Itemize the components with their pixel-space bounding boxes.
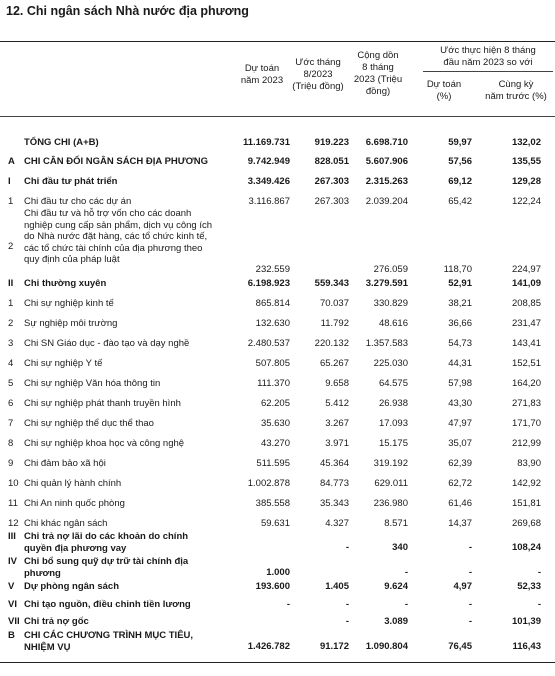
row-value: - [345,542,349,553]
row-label [24,616,230,628]
row-value: 5.607.906 [365,156,408,167]
row-value: 118,70 [443,264,472,275]
row-label-line: Chi đầu tư và hỗ trợ vốn cho các doanh [24,208,192,219]
row-label-line: Chi khác ngân sách [24,518,108,529]
row-label-line: phương [24,567,61,579]
row-label-line: NHIỆM VỤ [24,641,71,653]
header-est-month [288,57,348,93]
row-value: 69,12 [448,176,472,187]
row-value: 385.558 [255,498,290,509]
row-value: 3.349.426 [247,176,290,187]
row-value: 865.814 [255,298,290,309]
row-value: 151,81 [511,498,541,509]
row-value: 330.829 [373,298,408,309]
row-label-line: Chi trả nợ gốc [24,616,89,627]
row-value: 54,73 [448,338,472,349]
row-value: 62,72 [448,478,472,489]
row-value: 142,92 [511,478,541,489]
row-code: 4 [8,358,14,369]
row-label [24,378,230,390]
row-value: - [345,616,349,627]
row-value: 319.192 [373,458,408,469]
header-line: 8/2023 [303,69,333,80]
row-value: - [404,599,408,610]
row-value: 559.343 [314,278,349,289]
row-value: 3.116.867 [248,196,290,207]
row-value: 2.039.204 [365,196,408,207]
row-value: 629.011 [374,478,408,489]
header-line: (%) [436,91,452,102]
header-line: Ước tháng [295,57,341,68]
row-value: 267.303 [314,176,349,187]
row-label [24,599,230,611]
row-label [24,196,230,208]
row-code: VI [8,599,17,610]
row-value: 61,46 [448,498,472,509]
header-estimate [232,63,292,87]
row-value: 212,99 [511,438,541,449]
header-line: Ước thực hiện 8 tháng [440,45,536,56]
row-value: 83,90 [517,458,541,469]
row-value: 193.600 [255,581,290,592]
row-label-line: Dự phòng ngân sách [24,581,120,592]
row-value: 84.773 [319,478,349,489]
row-value: 62,39 [448,458,472,469]
row-value: - [468,542,472,553]
header-line: Dự toán [426,79,462,90]
header-line: 2023 (Triệu [353,74,403,85]
row-label-line: nghiệp cung cấp sản phẩm, dịch vụ công ích [24,219,213,231]
row-value: 64.575 [378,378,408,389]
row-code: I [8,176,11,187]
row-value: - [468,616,472,627]
row-label [24,156,230,168]
row-label [24,208,230,266]
row-value: 111.370 [257,378,290,389]
row-value: 276.059 [373,264,408,275]
row-value: 340 [392,542,408,553]
row-label [24,278,230,290]
row-label-line: Chi trả nợ lãi do các khoản do chính [24,531,189,542]
header-bottom-border [0,116,555,117]
row-value: 17.093 [378,418,408,429]
row-value: 43,30 [448,398,472,409]
row-value: 132,02 [511,137,541,148]
row-value: - [468,567,472,578]
row-label-line: do Nhà nước đặt hàng, các tổ chức kinh tế, [24,231,208,242]
row-code: 2 [8,241,14,252]
row-value: 828.051 [314,156,349,167]
row-label-line: Chi sự nghiệp Y tế [24,358,103,369]
row-value: 919.223 [314,137,349,148]
row-code: 11 [8,498,18,509]
row-value: 59.631 [260,518,290,529]
row-label-line: Chi đầu tư cho các dự án [24,196,132,207]
row-label [24,298,230,310]
header-cumulative [348,50,408,98]
row-label [24,531,230,554]
row-value: 6.198.923 [247,278,290,289]
row-code: VII [8,616,20,627]
row-label [24,630,230,653]
row-label [24,137,230,149]
row-label [24,438,230,450]
header-line: năm 2023 [240,75,284,86]
row-value: 9.658 [325,378,349,389]
header-line: năm trước (%) [485,91,547,102]
row-value: 4,97 [453,581,472,592]
row-code: A [8,156,15,167]
row-value: 65,42 [448,196,472,207]
row-code: 3 [8,338,14,349]
row-label-line: quy định của pháp luật [24,254,120,265]
row-label-line: Chi sự nghiệp kinh tế [24,298,114,309]
row-value: 3.267 [325,418,349,429]
row-value: 3.971 [325,438,349,449]
row-label [24,581,230,593]
table-top-border [0,41,555,42]
row-value: 9.742.949 [247,156,290,167]
row-value: 511.595 [256,458,290,469]
table-bottom-border [0,662,555,663]
row-value: 52,91 [448,278,472,289]
header-line: đồng) [365,86,391,97]
row-value: 208,85 [511,298,541,309]
row-code: 10 [8,478,19,489]
row-value: 171,70 [511,418,541,429]
row-value: 35,07 [448,438,472,449]
page-title: 12. Chi ngân sách Nhà nước địa phương [6,4,249,18]
row-label-line: Chi sự nghiệp Văn hóa thông tin [24,378,161,389]
row-value: - [537,567,541,578]
row-label-line: các tổ chức tài chính của địa phương theo [24,242,203,254]
header-line: Dự toán [244,63,280,74]
row-value: 164,20 [511,378,541,389]
row-value: - [286,599,290,610]
row-label-line: Chi bổ sung quỹ dự trữ tài chính địa [24,556,189,567]
row-value: 44,31 [448,358,472,369]
row-code: 6 [8,398,14,409]
row-value: 11.169.731 [242,137,290,148]
row-value: 36,66 [448,318,472,329]
row-value: 62.205 [260,398,290,409]
row-value: 70.037 [319,298,349,309]
header-vs-estimate [413,79,475,103]
row-value: 141,09 [511,278,541,289]
row-value: 1.426.782 [247,641,290,652]
row-value: 129,28 [511,176,541,187]
row-label-line: Chi thường xuyên [24,278,107,289]
row-label-line: Chi sự nghiệp khoa học và công nghệ [24,438,185,449]
row-value: 1.090.804 [365,641,408,652]
row-code: 8 [8,438,14,449]
row-code: 5 [8,378,14,389]
row-value: 143,41 [511,338,541,349]
row-value: 38,21 [448,298,472,309]
row-code: 1 [8,298,14,309]
row-value: 57,56 [448,156,472,167]
row-value: 2.315.263 [365,176,408,187]
row-value: 122,24 [511,196,541,207]
header-ratio-group [423,45,553,69]
row-label [24,358,230,370]
row-code: 9 [8,458,14,469]
row-label [24,176,230,188]
row-value: 8.571 [384,518,408,529]
row-value: 15.175 [378,438,408,449]
row-label-line: Chi đảm bảo xã hội [24,458,106,469]
row-value: 52,33 [517,581,541,592]
header-line: Cùng kỳ [498,79,534,90]
row-value: 152,51 [511,358,541,369]
row-label-line: quyền địa phương vay [24,542,127,554]
row-value: 232.559 [255,264,290,275]
row-value: 3.279.591 [365,278,408,289]
row-code: IV [8,556,17,567]
row-label-line: TỔNG CHI (A+B) [24,137,99,148]
row-value: 101,39 [511,616,541,627]
row-value: 14,37 [448,518,472,529]
row-label-line: CHI CÁC CHƯƠNG TRÌNH MỤC TIÊU, [24,630,194,641]
row-value: 1.357.583 [365,338,408,349]
row-label [24,418,230,430]
header-line: 8 tháng [362,62,394,73]
row-value: 26.938 [378,398,408,409]
row-value: 5.412 [325,398,349,409]
row-code: 7 [8,418,14,429]
row-code: III [8,531,16,542]
row-value: 65.267 [319,358,349,369]
row-value: 236.980 [373,498,408,509]
row-value: 220.132 [314,338,349,349]
row-value: 108,24 [511,542,541,553]
row-value: 35.630 [260,418,290,429]
row-label [24,338,230,350]
row-value: - [345,599,349,610]
row-value: 132.630 [255,318,290,329]
row-label [24,498,230,510]
row-code: 12 [8,518,19,529]
row-value: 57,98 [448,378,472,389]
row-label-line: Chi đầu tư phát triển [24,176,118,187]
row-value: 9.624 [384,581,408,592]
row-value: - [404,567,408,578]
row-label [24,518,230,530]
row-label-line: Chi SN Giáo dục - đào tạo và dạy nghề [24,338,190,349]
row-value: 135,55 [511,156,541,167]
row-value: 91.172 [319,641,349,652]
row-value: 267.303 [314,196,349,207]
row-code: 1 [8,196,14,207]
row-value: 48.616 [378,318,408,329]
row-value: 507.805 [255,358,290,369]
row-code: V [8,581,15,592]
row-value: 225.030 [373,358,408,369]
row-value: 47,97 [448,418,472,429]
row-value: 11.792 [320,318,349,329]
row-label [24,556,230,579]
header-vs-same-period [478,79,554,103]
row-value: 1.000 [266,567,290,578]
row-label-line: CHI CÂN ĐỐI NGÂN SÁCH ĐỊA PHƯƠNG [24,156,208,167]
row-value: 224,97 [511,264,541,275]
row-value: 3.089 [384,616,408,627]
row-label [24,318,230,330]
header-line: đầu năm 2023 so với [443,57,533,68]
row-value: 271,83 [511,398,541,409]
row-value: 269,68 [511,518,541,529]
row-label-line: Chi An ninh quốc phòng [24,498,125,509]
row-code: 2 [8,318,14,329]
row-code: B [8,630,15,641]
header-subdivider [423,71,553,72]
row-value: - [468,599,472,610]
row-label [24,398,230,410]
row-value: 43.270 [260,438,290,449]
row-value: 6.698.710 [365,137,408,148]
row-value: 35.343 [319,498,349,509]
row-value: 45.364 [319,458,349,469]
header-line: (Triệu đồng) [292,81,344,92]
row-label-line: Sự nghiệp môi trường [24,318,118,329]
row-value: 1.002.878 [247,478,290,489]
row-label-line: Chi tạo nguồn, điều chỉnh tiền lương [24,599,191,610]
row-label-line: Chi sự nghiệp phát thanh truyền hình [24,398,181,409]
row-value: 231,47 [511,318,541,329]
row-value: 2.480.537 [247,338,290,349]
row-value: 4.327 [325,518,349,529]
row-value: - [537,599,541,610]
row-label [24,458,230,470]
row-label-line: Chi quản lý hành chính [24,478,122,489]
row-value: 59,97 [448,137,472,148]
header-line: Cộng dồn [357,50,399,61]
row-value: 1.405 [325,581,349,592]
row-value: 116,43 [512,641,541,652]
row-value: 76,45 [448,641,472,652]
row-label [24,478,230,490]
row-code: II [8,278,14,289]
row-label-line: Chi sự nghiệp thể dục thể thao [24,418,154,429]
